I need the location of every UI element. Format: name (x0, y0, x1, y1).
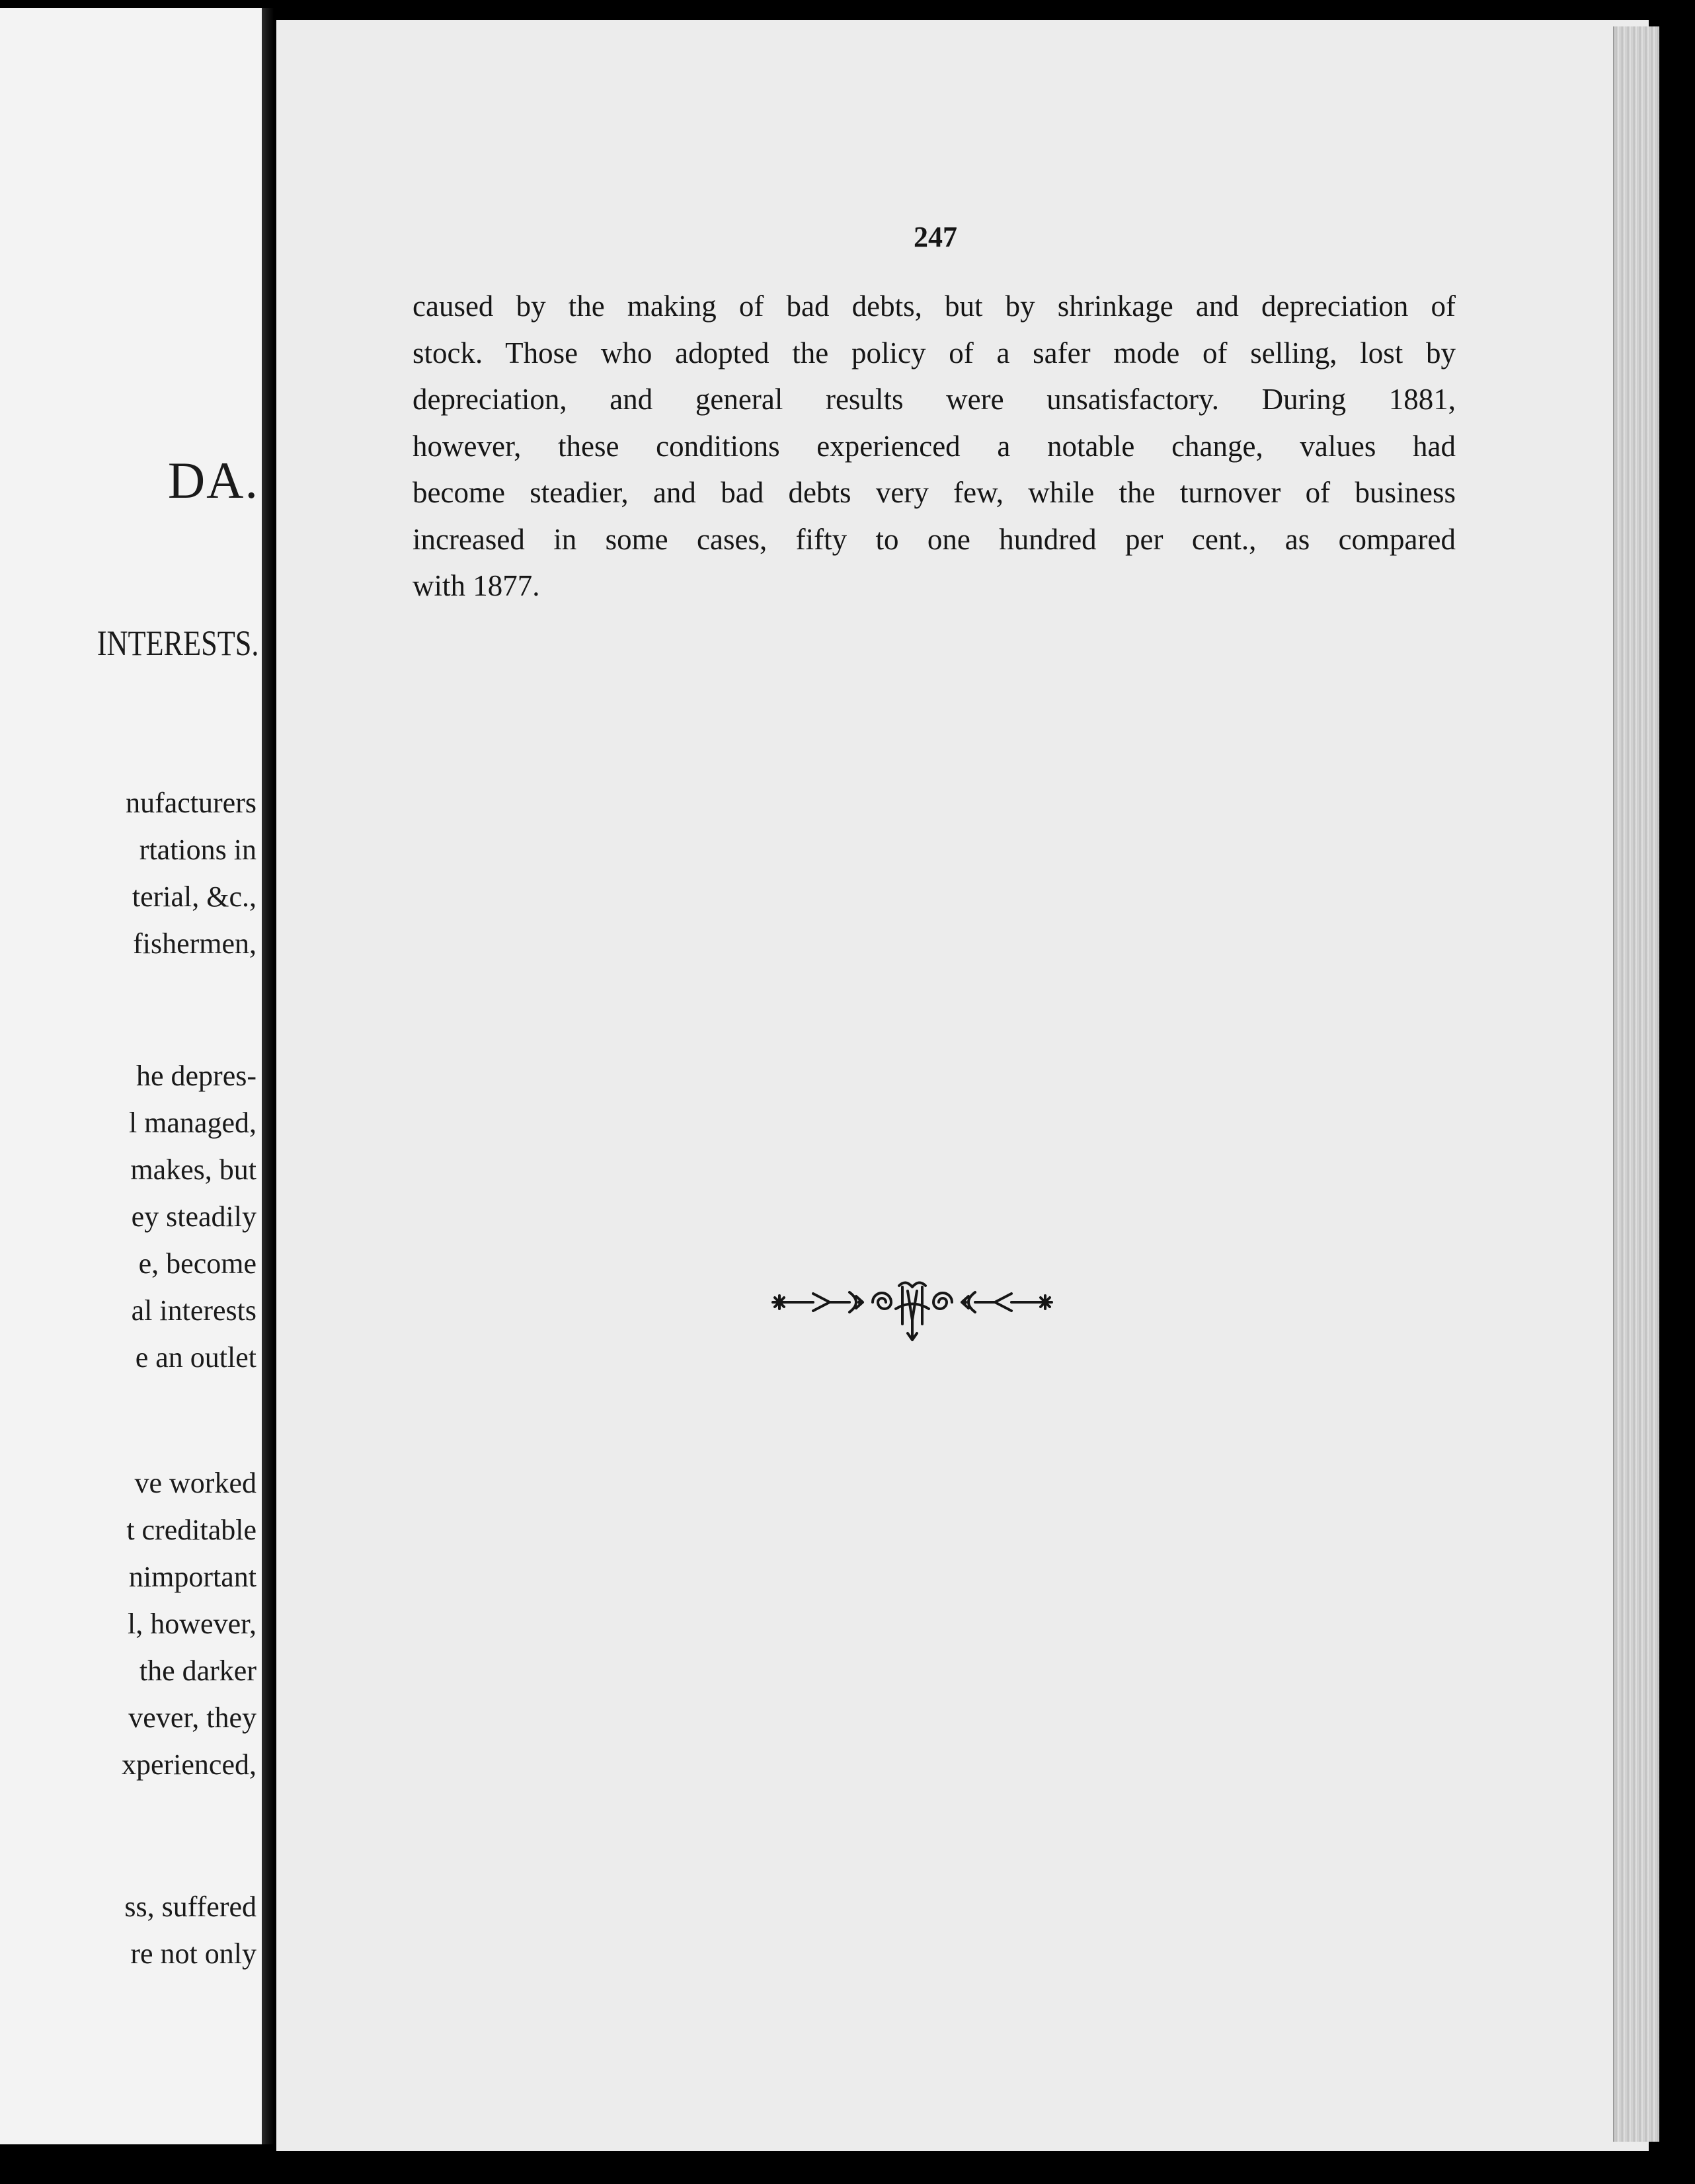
text-line: l, however, (128, 1608, 256, 1640)
text-line: re not only (130, 1937, 256, 1970)
previous-page-paragraph-3 (122, 1460, 256, 1788)
text-line: nimportant (128, 1561, 256, 1593)
text-line: terial, &c., (132, 880, 256, 913)
text-line: he depres- (136, 1060, 256, 1092)
text-line: ve worked (134, 1467, 256, 1499)
text-line: vever, they (128, 1701, 256, 1734)
text-line: ey steadily (131, 1200, 256, 1233)
text-line: caused by the making of bad debts, but by shrinkage and depreciation of (413, 290, 1456, 323)
text-line: makes, but (130, 1153, 256, 1186)
text-line: depreciation, and general results were unsatisfactory. During 1881, (413, 383, 1456, 416)
text-line: ss, suffered (124, 1891, 256, 1923)
scan-bottom-border (0, 2151, 1695, 2184)
text-line: e an outlet (135, 1341, 256, 1374)
text-line: nufacturers (126, 787, 256, 819)
text-line: l managed, (128, 1107, 256, 1139)
text-line: with 1877. (413, 569, 540, 602)
body-paragraph (413, 283, 1456, 609)
page-edges (1613, 26, 1661, 2142)
page-number: 247 (914, 221, 957, 253)
scan-right-border (1659, 0, 1695, 2184)
text-line: t creditable (126, 1514, 256, 1546)
text-line: the darker (139, 1655, 256, 1687)
text-line: become steadier, and bad debts very few, while the turnover of business (413, 476, 1456, 509)
previous-page-paragraph-4 (124, 1883, 256, 1977)
previous-page-paragraph-2 (129, 1052, 256, 1381)
previous-page-fragment (0, 8, 266, 2144)
previous-page-heading-fragment: DA. (167, 451, 259, 509)
text-line: fishermen, (133, 927, 256, 960)
text-line: e, become (138, 1247, 256, 1280)
decorative-tailpiece-ornament (764, 1272, 1061, 1345)
previous-page-paragraph-1 (126, 779, 256, 967)
text-line: xperienced, (122, 1748, 256, 1781)
text-line: stock. Those who adopted the policy of a safer mode of selling, lost by (413, 336, 1456, 370)
text-line: rtations in (139, 834, 256, 866)
previous-page-subheading-fragment: INTERESTS. (97, 623, 259, 663)
text-line: al interests (131, 1294, 256, 1327)
text-line: however, these conditions experienced a notable change, values had (413, 429, 1456, 463)
text-line: increased in some cases, fifty to one hundred per cent., as compared (413, 522, 1456, 556)
book-gutter (262, 8, 274, 2144)
